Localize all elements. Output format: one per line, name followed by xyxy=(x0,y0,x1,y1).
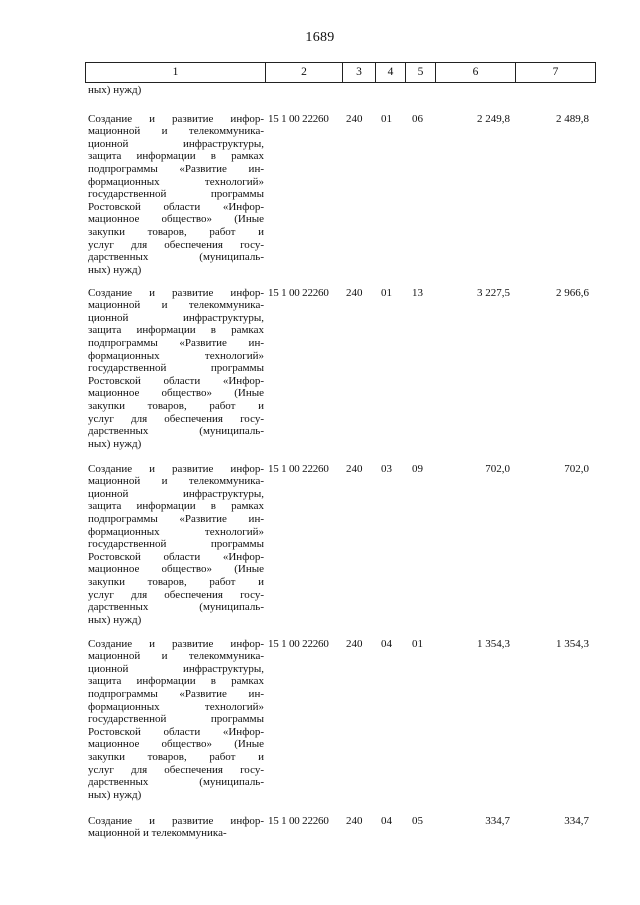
description-line: подпрограммы «Развитие ин- xyxy=(88,687,264,700)
row-amount-1: 2 249,8 xyxy=(477,112,510,125)
description-line: Создание и развитие инфор- xyxy=(88,462,264,475)
column-header-7: 7 xyxy=(516,63,596,83)
description-line: дарственных (муниципаль- xyxy=(88,776,264,789)
description-line: защита информации в рамках xyxy=(88,150,264,163)
column-header-3: 3 xyxy=(343,63,376,83)
row-description xyxy=(88,815,264,840)
description-line: мационной и телекоммуника- xyxy=(88,299,264,312)
description-line: дарственных (муниципаль- xyxy=(88,251,264,264)
description-line: мационной и телекоммуника- xyxy=(88,827,227,840)
description-line: Создание и развитие инфор- xyxy=(88,637,264,650)
description-line: мационное общество» (Иные xyxy=(88,213,264,226)
description-line: ных) нужд) xyxy=(88,788,142,801)
description-line: мационной и телекоммуника- xyxy=(88,475,264,488)
row-code: 15 1 00 22260 xyxy=(268,637,329,650)
description-line: подпрограммы «Развитие ин- xyxy=(88,512,264,525)
description-line: государственной программы xyxy=(88,188,264,201)
description-line: мационное общество» (Иные xyxy=(88,738,264,751)
row-expense-type: 240 xyxy=(346,637,363,650)
description-line: формационных технологий» xyxy=(88,525,264,538)
description-line: ных) нужд) xyxy=(88,613,142,626)
row-subsection: 01 xyxy=(412,637,423,650)
description-line: Создание и развитие инфор- xyxy=(88,112,264,125)
description-line: услуг для обеспечения госу- xyxy=(88,238,264,251)
description-line: мационной и телекоммуника- xyxy=(88,650,264,663)
description-line: мационное общество» (Иные xyxy=(88,563,264,576)
row-code: 15 1 00 22260 xyxy=(268,112,329,125)
description-line: ных) нужд) xyxy=(88,437,142,450)
row-code: 15 1 00 22260 xyxy=(268,814,329,827)
description-line: Ростовской области «Инфор- xyxy=(88,725,264,738)
description-line: дарственных (муниципаль- xyxy=(88,425,264,438)
row-expense-type: 240 xyxy=(346,112,363,125)
description-line: дарственных (муниципаль- xyxy=(88,601,264,614)
row-amount-2: 334,7 xyxy=(564,814,589,827)
description-line: закупки товаров, работ и xyxy=(88,750,264,763)
column-header-4: 4 xyxy=(376,63,406,83)
description-line: Создание и развитие инфор- xyxy=(88,286,264,299)
row-section: 01 xyxy=(381,112,392,125)
row-section: 03 xyxy=(381,462,392,475)
description-line: услуг для обеспечения госу- xyxy=(88,763,264,776)
column-header-5: 5 xyxy=(406,63,436,83)
description-line: Ростовской области «Инфор- xyxy=(88,200,264,213)
row-amount-2: 2 489,8 xyxy=(556,112,589,125)
description-line: ционной инфраструктуры, xyxy=(88,137,264,150)
description-line: государственной программы xyxy=(88,538,264,551)
row-expense-type: 240 xyxy=(346,814,363,827)
row-subsection: 06 xyxy=(412,112,423,125)
row-amount-2: 1 354,3 xyxy=(556,637,589,650)
row-code: 15 1 00 22260 xyxy=(268,462,329,475)
description-line: закупки товаров, работ и xyxy=(88,399,264,412)
row-amount-1: 334,7 xyxy=(485,814,510,827)
row-expense-type: 240 xyxy=(346,462,363,475)
row-section: 01 xyxy=(381,286,392,299)
table-header xyxy=(85,62,596,83)
row-amount-2: 2 966,6 xyxy=(556,286,589,299)
row-amount-1: 1 354,3 xyxy=(477,637,510,650)
description-line: ционной инфраструктуры, xyxy=(88,311,264,324)
row-code: 15 1 00 22260 xyxy=(268,286,329,299)
row-section: 04 xyxy=(381,637,392,650)
description-line: государственной программы xyxy=(88,713,264,726)
row-description xyxy=(88,463,264,627)
description-line: защита информации в рамках xyxy=(88,324,264,337)
row-section: 04 xyxy=(381,814,392,827)
description-line: формационных технологий» xyxy=(88,175,264,188)
page-number: 1689 xyxy=(305,30,335,45)
row-subsection: 13 xyxy=(412,286,423,299)
column-header-1: 1 xyxy=(86,63,266,83)
budget-table xyxy=(85,62,595,877)
description-line: закупки товаров, работ и xyxy=(88,225,264,238)
description-line: защита информации в рамках xyxy=(88,675,264,688)
description-line: формационных технологий» xyxy=(88,700,264,713)
continuation-fragment: ных) нужд) xyxy=(88,84,142,96)
row-amount-1: 702,0 xyxy=(485,462,510,475)
row-subsection: 05 xyxy=(412,814,423,827)
row-amount-1: 3 227,5 xyxy=(477,286,510,299)
description-line: мационной и телекоммуника- xyxy=(88,125,264,138)
column-header-6: 6 xyxy=(436,63,516,83)
description-line: услуг для обеспечения госу- xyxy=(88,412,264,425)
description-line: подпрограммы «Развитие ин- xyxy=(88,336,264,349)
description-line: Создание и развитие инфор- xyxy=(88,814,264,827)
description-line: подпрограммы «Развитие ин- xyxy=(88,162,264,175)
row-description xyxy=(88,287,264,451)
description-line: Ростовской области «Инфор- xyxy=(88,374,264,387)
description-line: услуг для обеспечения госу- xyxy=(88,588,264,601)
description-line: ных) нужд) xyxy=(88,263,142,276)
table-body xyxy=(85,97,595,877)
description-line: формационных технологий» xyxy=(88,349,264,362)
description-line: закупки товаров, работ и xyxy=(88,575,264,588)
description-line: защита информации в рамках xyxy=(88,500,264,513)
row-description xyxy=(88,113,264,277)
row-amount-2: 702,0 xyxy=(564,462,589,475)
description-line: Ростовской области «Инфор- xyxy=(88,550,264,563)
row-subsection: 09 xyxy=(412,462,423,475)
description-line: государственной программы xyxy=(88,362,264,375)
description-line: ционной инфраструктуры, xyxy=(88,662,264,675)
row-expense-type: 240 xyxy=(346,286,363,299)
description-line: мационное общество» (Иные xyxy=(88,387,264,400)
description-line: ционной инфраструктуры, xyxy=(88,487,264,500)
row-description xyxy=(88,638,264,802)
column-header-2: 2 xyxy=(266,63,343,83)
